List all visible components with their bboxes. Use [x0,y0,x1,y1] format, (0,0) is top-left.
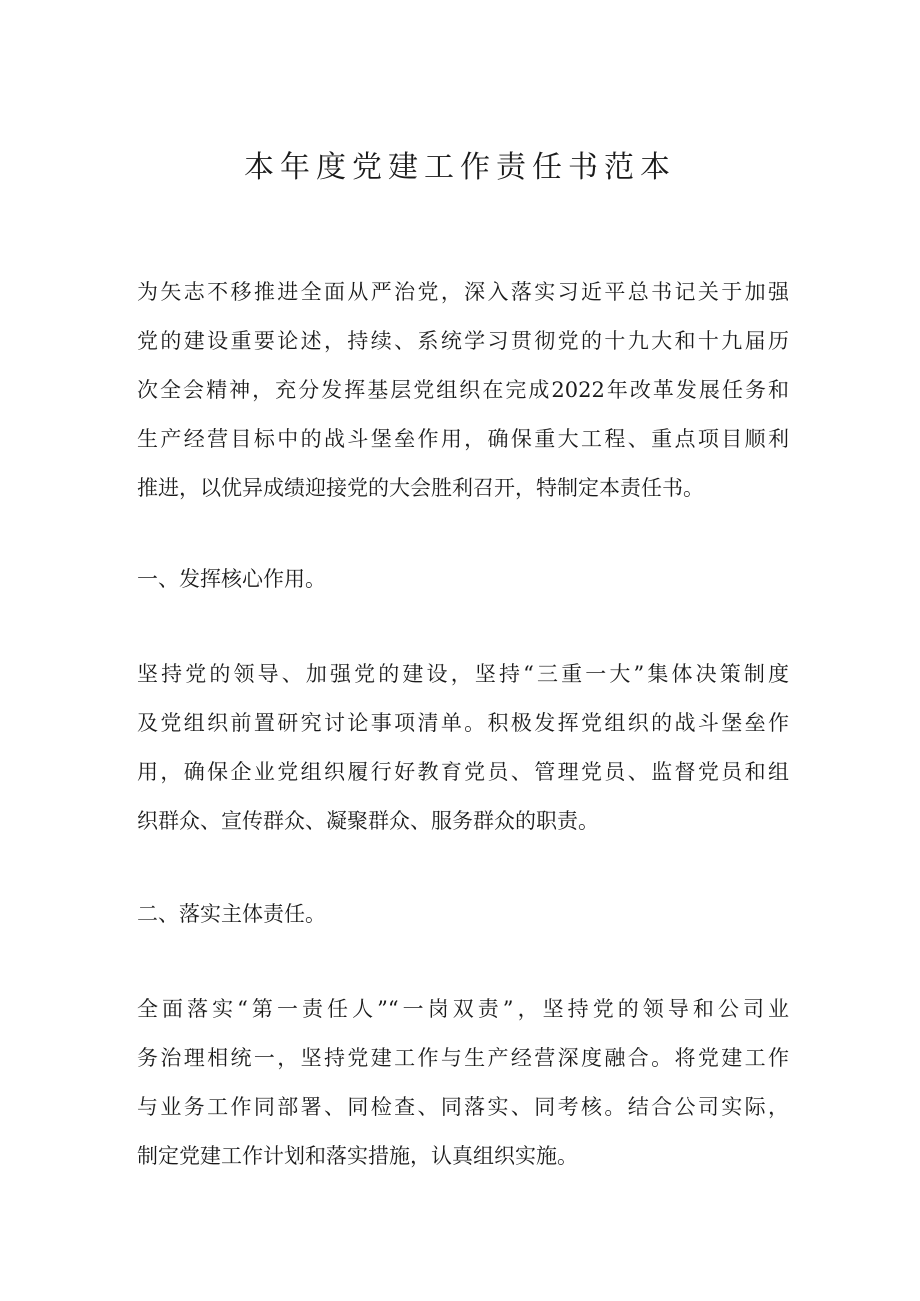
paragraph-line: 用，确保企业党组织履行好教育党员、管理党员、监督党员和组 [137,760,789,784]
section-heading-2: 二、落实主体责任。 [137,902,326,926]
section-paragraph-1 [137,650,789,846]
paragraph-line: 生产经营目标中的战斗堡垒作用，确保重大工程、重点项目顺利 [137,427,789,451]
paragraph-line: 与业务工作同部署、同检查、同落实、同考核。结合公司实际， [137,1095,789,1119]
section-heading-1: 一、发挥核心作用。 [137,567,326,591]
section-paragraph-2 [137,985,789,1181]
paragraph-line: 织群众、宣传群众、凝聚群众、服务群众的职责。 [137,809,599,833]
paragraph-line: 坚持党的领导、加强党的建设，坚持“三重一大”集体决策制度 [137,662,789,686]
paragraph-line: 次全会精神，充分发挥基层党组织在完成2022年改革发展任务和 [137,378,789,402]
paragraph-line: 务治理相统一，坚持党建工作与生产经营深度融合。将党建工作 [137,1046,789,1070]
paragraph-line: 制定党建工作计划和落实措施，认真组织实施。 [137,1144,578,1168]
paragraph-line: 为矢志不移推进全面从严治党，深入落实习近平总书记关于加强 [137,280,789,304]
intro-paragraph [137,268,789,513]
document-title: 本年度党建工作责任书范本 [244,150,676,185]
paragraph-line: 及党组织前置研究讨论事项清单。积极发挥党组织的战斗堡垒作 [137,711,789,735]
paragraph-line: 党的建设重要论述，持续、系统学习贯彻党的十九大和十九届历 [137,329,789,353]
paragraph-line: 全面落实“第一责任人”“一岗双责”，坚持党的领导和公司业 [137,997,789,1021]
paragraph-line: 推进，以优异成绩迎接党的大会胜利召开，特制定本责任书。 [137,476,704,500]
